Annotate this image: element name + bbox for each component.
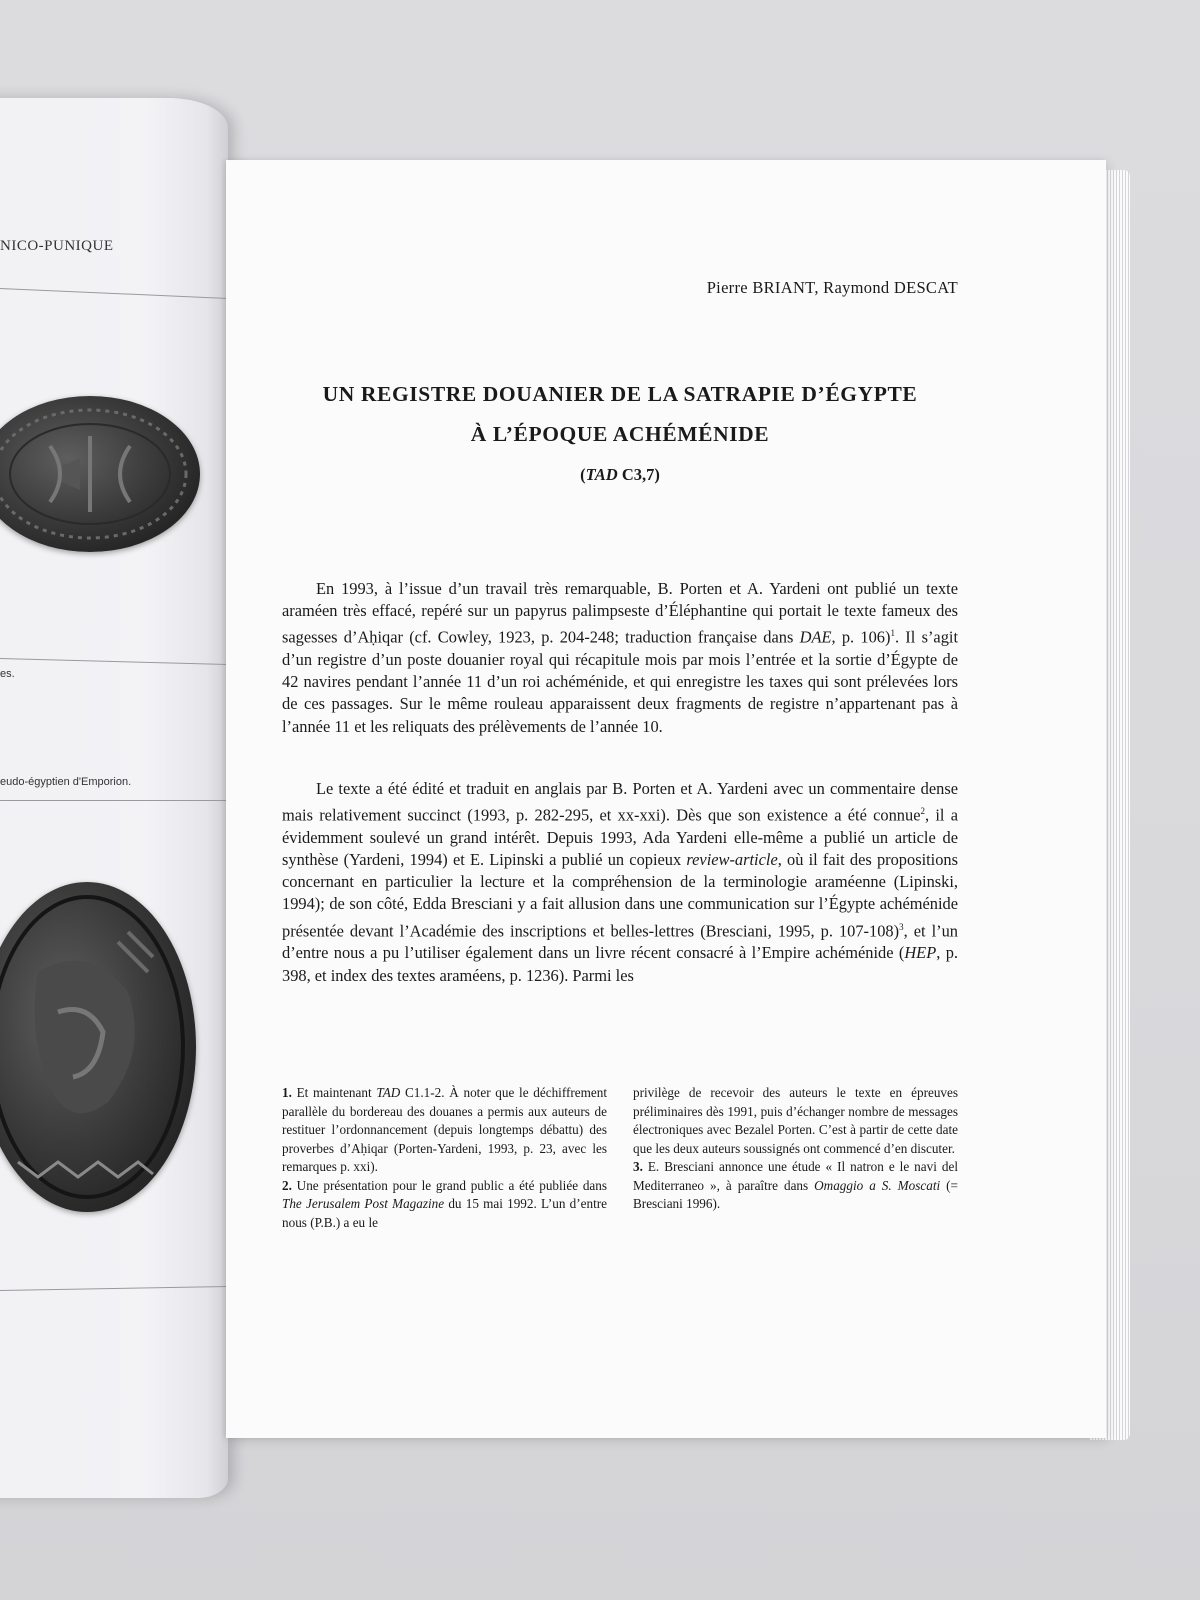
rule-middle-2 (0, 800, 228, 801)
footnote-3: 3. E. Bresciani annonce une étude « Il natron e le navi del Mediterraneo », à paraître dans Omaggio a S. Moscati (= Bresciani 1996). (633, 1159, 958, 1211)
rule-bottom (0, 1286, 228, 1291)
rule-top (0, 288, 228, 299)
footnote-2-continued: privilège de recevoir des auteurs le texte en épreuves préliminaires dès 1991, puis d’échanger nombre de messages électroniques avec Bezalel Porten. C’est à partir de cette date que les deux auteurs soussignés ont commencé d’en discuter. (633, 1085, 958, 1156)
left-page (0, 98, 228, 1498)
scarab-engraving-icon (0, 396, 200, 552)
figure-caption-1: es. (0, 668, 15, 680)
footnote-ref-3[interactable]: 3 (899, 921, 904, 932)
figure-caption-2: eudo-égyptien d'Emporion. (0, 776, 132, 788)
paragraph-1: En 1993, à l’issue d’un travail très remarquable, B. Porten et A. Yardeni ont publié un texte araméen très effacé, repéré sur un papyrus palimpseste d’Éléphantine qui portait le texte fameux des sagesses d’Aḥiqar (cf. Cowley, 1923, p. 204-248; traduction française dans DAE, p. 106)$^1$. Il s’agit d’un registre d’un poste douanier royal qui récapitule mois par mois l’entrée et la sortie d’Égypte de 42 navires pendant l’année 11 d’un roi achéménide, et qui enregistre les taxes qui sont prélevées lors de ces passages. Sur le même rouleau apparaissent deux fragments de registre n’appartenant pas à l’année 11 et les reliquats des prélèvements de l’année 10. (282, 579, 958, 736)
rule-middle-1 (0, 658, 228, 665)
scarab-seal-image-top (0, 396, 200, 552)
paragraph-2: Le texte a été édité et traduit en anglais par B. Porten et A. Yardeni avec un commentaire dense mais relativement succinct (1993, p. 282-295, et xx-xxi). Dès que son existence a été connue$^2$, il a évidemment soulevé un grand intérêt. Depuis 1993, Ada Yardeni elle-même a publié un article de synthèse (Yardeni, 1994) et E. Lipinski a publié un copieux review-article, où il fait des propositions concernant en particulier la lecture et la compréhension de la terminologie araméenne (Lipinski, 1994); de son côté, Edda Bresciani y a fait allusion dans une communication sur l’Égypte achéménide présentée devant l’Académie des inscriptions et belles-lettres (Bresciani, 1995, p. 107-108)$^3$, et l’un d’entre nous a pu l’utiliser également dans un livre récent consacré à l’Empire achéménide (HEP, p. 398, et index des textes araméens, p. 1236). Parmi les (282, 779, 958, 985)
footnote-1: 1. Et maintenant TAD C1.1-2. À noter que le déchiffrement parallèle du bordereau des douanes a permis aux auteurs de restituer l’ordonnancement (depuis longtemps débattu) des proverbes d’Aḥiqar (Porten-Yardeni, 1993, p. 23, avec les remarques p. xxi). (282, 1085, 607, 1174)
footnote-ref-1[interactable]: 1 (890, 628, 895, 639)
running-head: NICO-PUNIQUE (0, 238, 114, 254)
article-subtitle: (TAD C3,7) (580, 465, 660, 484)
article-title-line-1: UN REGISTRE DOUANIER DE LA SATRAPIE D’ÉGYPTE (322, 382, 918, 406)
footnote-2: 2. Une présentation pour le grand public a été publiée dans The Jerusalem Post Magazine du 15 mai 1992. L’un d’entre nous (P.B.) a eu le (282, 1177, 607, 1230)
article-title-line-2: À L’ÉPOQUE ACHÉMÉNIDE (470, 422, 770, 446)
footnotes-right-column (633, 1084, 958, 1214)
authors: Pierre BRIANT, Raymond DESCAT (706, 278, 958, 297)
figure-engraving-icon (0, 882, 196, 1212)
footnote-ref-2[interactable]: 2 (920, 806, 925, 817)
footnotes-left-column (282, 1084, 607, 1232)
scarab-seal-image-bottom (0, 882, 196, 1212)
right-page (226, 160, 1106, 1438)
